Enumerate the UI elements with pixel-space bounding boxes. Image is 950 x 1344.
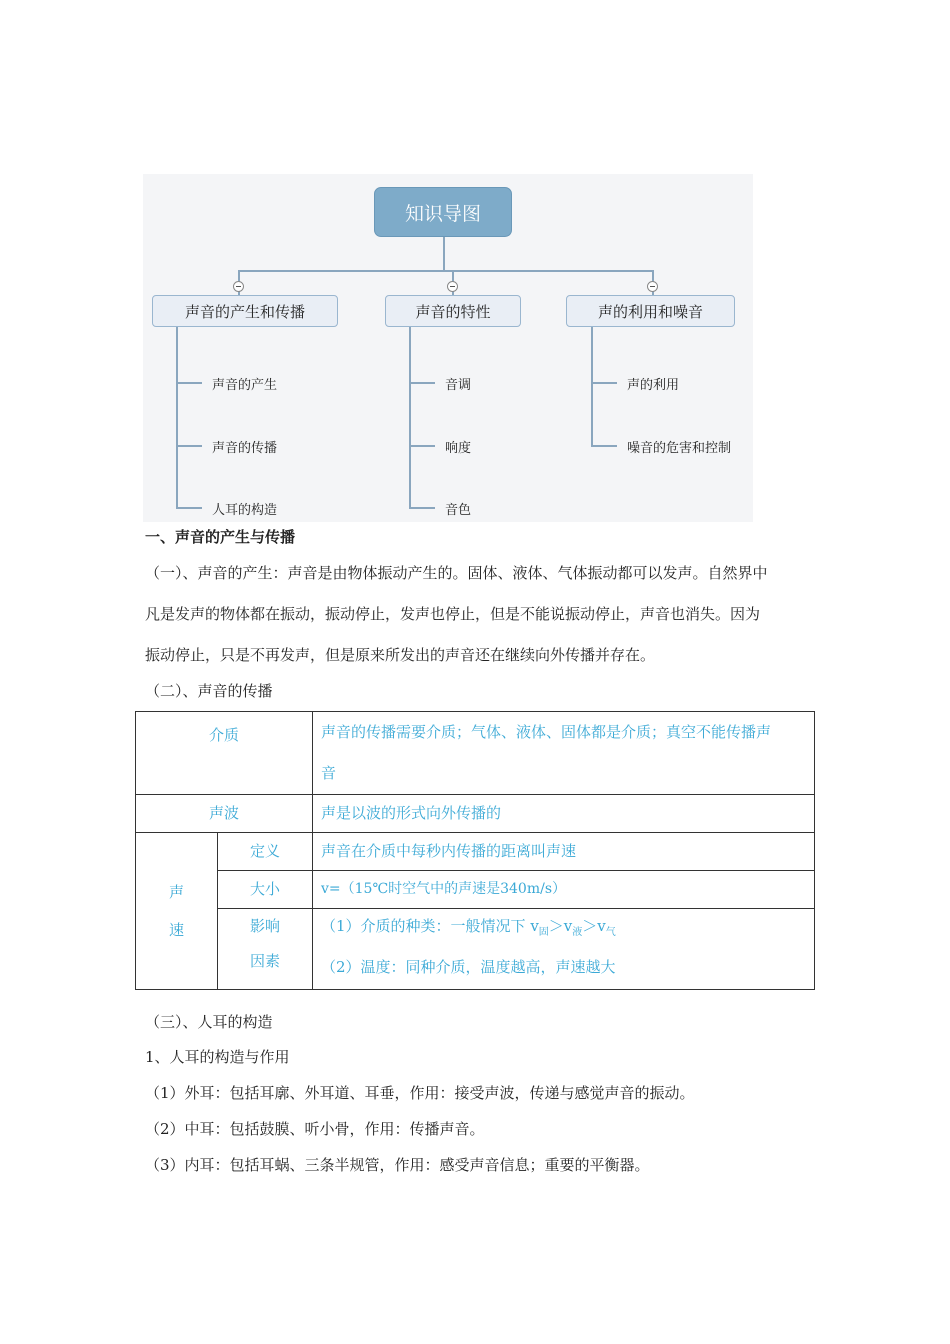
- table-value-cell: 声音在介质中每秒内传播的距离叫声速: [313, 833, 815, 871]
- knowledge-mindmap: [143, 174, 753, 522]
- leaf-connector: [409, 327, 411, 508]
- table-label-cell: 声波: [136, 795, 313, 833]
- leaf-connector: [409, 382, 435, 384]
- table-value-cell: v=（15℃时空气中的声速是340m/s）: [313, 871, 815, 909]
- mindmap-root: 知识导图: [374, 187, 512, 237]
- collapse-icon[interactable]: [233, 281, 244, 292]
- leaf-loudness[interactable]: 响度: [445, 441, 472, 456]
- table-label-cell: 介质: [136, 712, 313, 795]
- leaf-connector: [409, 445, 435, 447]
- leaf-connector: [409, 507, 435, 509]
- speed-factor-medium: （1）介质的种类：一般情况下 $v_固>v_液>v_气$: [321, 917, 616, 938]
- paragraph-line: （一）、声音的产生：声音是由物体振动产生的。固体、液体、气体振动都可以发声。自然界中: [145, 564, 768, 582]
- leaf-connector: [591, 327, 593, 446]
- list-item: （2）中耳：包括鼓膜、听小骨，作用：传播声音。: [145, 1120, 485, 1138]
- list-item: （1）外耳：包括耳廓、外耳道、耳垂，作用：接受声波，传递与感觉声音的振动。: [145, 1084, 695, 1102]
- leaf-connector: [591, 382, 617, 384]
- branch-sound-usage-noise[interactable]: 声的利用和噪音: [566, 295, 735, 327]
- table-value-cell: [313, 909, 815, 990]
- table-label-cell: 声 速: [136, 833, 218, 990]
- speed-factor-temperature: （2）温度：同种介质，温度越高，声速越大: [321, 958, 616, 976]
- leaf-timbre[interactable]: 音色: [445, 503, 472, 518]
- leaf-sound-usage[interactable]: 声的利用: [627, 378, 680, 393]
- root-connector: [443, 237, 445, 271]
- leaf-connector: [176, 382, 202, 384]
- paragraph-line: 振动停止，只是不再发声，但是原来所发出的声音还在继续向外传播并存在。: [145, 646, 656, 664]
- table-value-cell: 声是以波的形式向外传播的: [313, 795, 815, 833]
- leaf-connector: [176, 327, 178, 508]
- leaf-connector: [176, 507, 202, 509]
- table-label-cell: 影响 因素: [218, 909, 313, 990]
- subsection-subheading: 1、人耳的构造与作用: [145, 1048, 290, 1066]
- leaf-ear-structure[interactable]: 人耳的构造: [212, 503, 278, 518]
- section-heading: 一、声音的产生与传播: [145, 528, 296, 546]
- horizontal-connector: [238, 270, 654, 272]
- table-label-cell: 大小: [218, 871, 313, 909]
- branch-sound-characteristics[interactable]: 声音的特性: [385, 295, 521, 327]
- leaf-connector: [176, 445, 202, 447]
- list-item: （3）内耳：包括耳蜗、三条半规管，作用：感受声音信息；重要的平衡器。: [145, 1156, 650, 1174]
- leaf-noise-control[interactable]: 噪音的危害和控制: [627, 441, 732, 456]
- leaf-sound-production[interactable]: 声音的产生: [212, 378, 278, 393]
- subsection-heading: （三）、人耳的构造: [145, 1013, 273, 1031]
- collapse-icon[interactable]: [447, 281, 458, 292]
- table-value-cell: 声音的传播需要介质；气体、液体、固体都是介质；真空不能传播声 音: [313, 712, 815, 795]
- leaf-pitch[interactable]: 音调: [445, 378, 472, 393]
- branch-sound-production[interactable]: 声音的产生和传播: [152, 295, 338, 327]
- leaf-connector: [591, 445, 617, 447]
- sound-propagation-table: [135, 711, 815, 990]
- leaf-sound-propagation[interactable]: 声音的传播: [212, 441, 278, 456]
- table-label-cell: 定义: [218, 833, 313, 871]
- paragraph-line: 凡是发声的物体都在振动，振动停止，发声也停止，但是不能说振动停止，声音也消失。因为: [145, 605, 761, 623]
- collapse-icon[interactable]: [647, 281, 658, 292]
- subsection-heading: （二）、声音的传播: [145, 682, 273, 700]
